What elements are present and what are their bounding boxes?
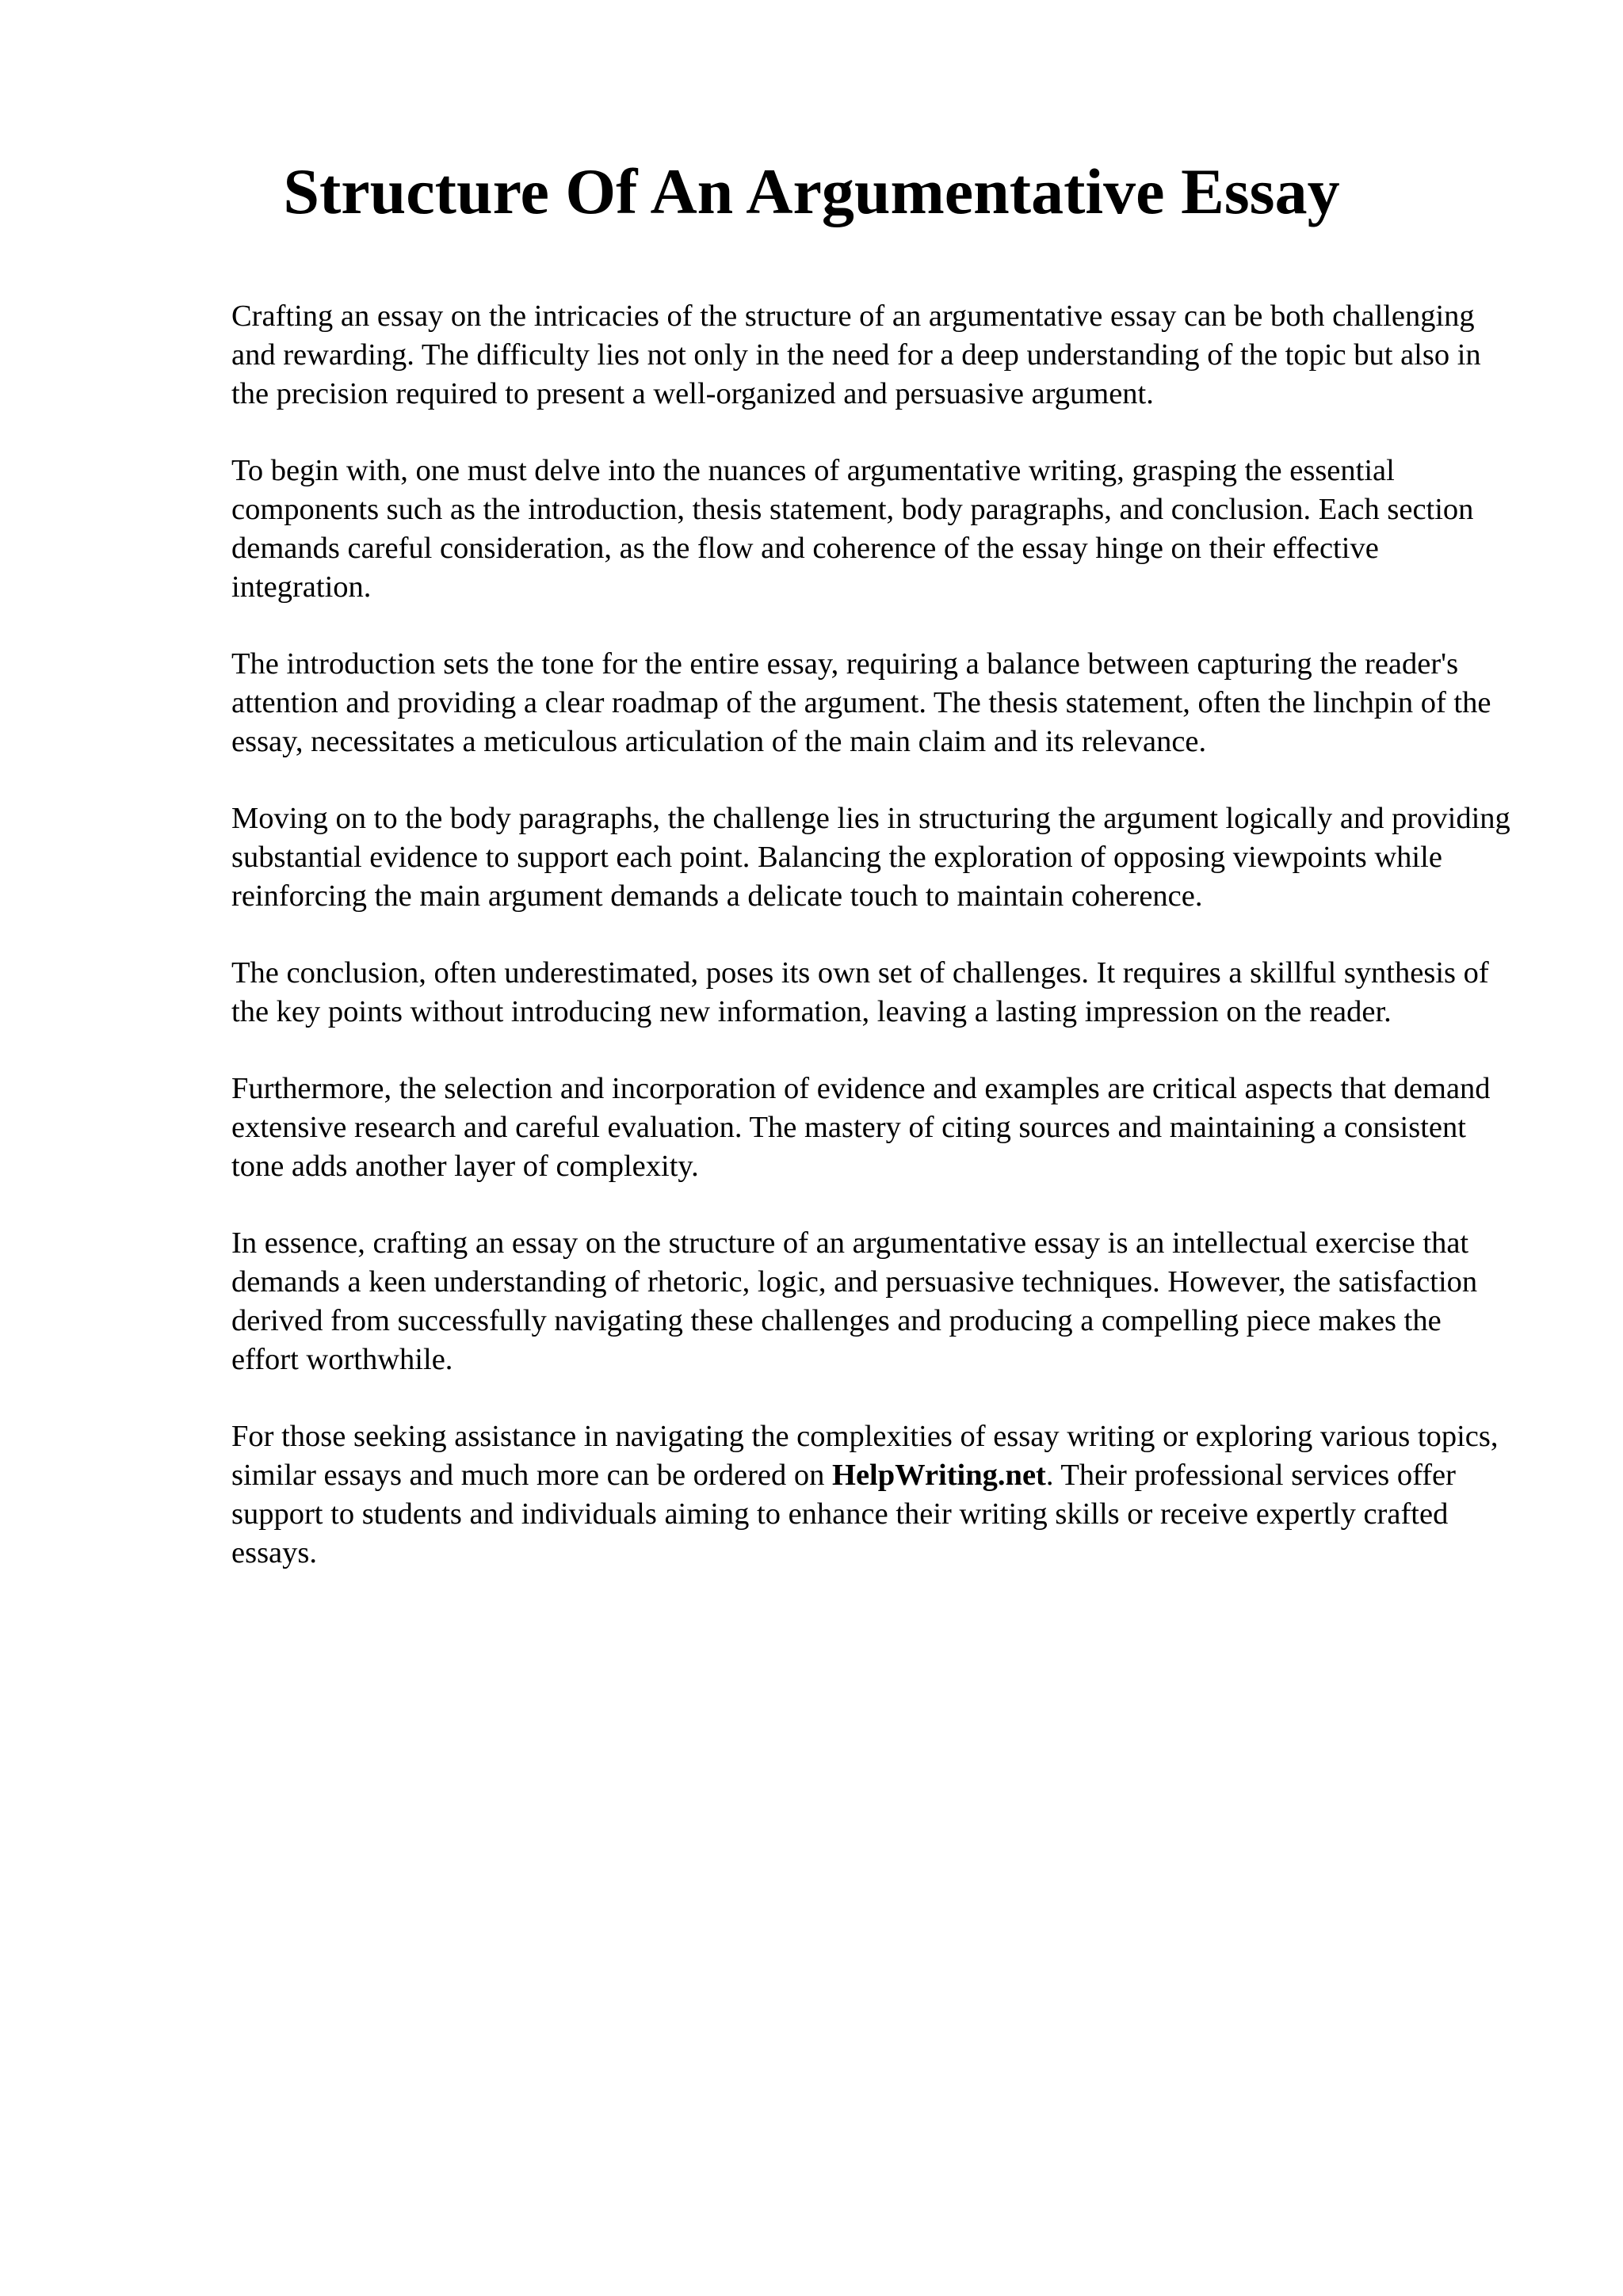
paragraph-components: To begin with, one must delve into the nuances of argumentative writing, grasping the essential components such as the introduction, thesis statement, body paragraphs, and conclusion. Each section demands careful consideration, as the flow and coherence of the essay hinge on their effective integration.: [231, 454, 1474, 604]
document-title: Structure Of An Argumentative Essay: [283, 155, 1340, 227]
helpwriting-link[interactable]: HelpWriting.net: [832, 1459, 1046, 1492]
paragraph-evidence: Furthermore, the selection and incorporation of evidence and examples are critical aspects that demand extensive research and careful evaluation. The mastery of citing sources and maintaining a consistent tone adds another layer of complexity.: [231, 1072, 1491, 1183]
paragraph-conclusion: The conclusion, often underestimated, poses its own set of challenges. It requires a skillful synthesis of the key points without introducing new information, leaving a lasting impression on the reader.: [231, 956, 1489, 1028]
paragraph-body-paragraphs: Moving on to the body paragraphs, the challenge lies in structuring the argument logically and providing substantial evidence to support each point. Balancing the exploration of opposing viewpoints while reinforcing the main argument demands a delicate touch to maintain coherence.: [231, 802, 1510, 913]
paragraph-closing: [231, 1417, 1515, 1573]
paragraph-intro: Crafting an essay on the intricacies of the structure of an argumentative essay can be both challenging and rewarding. The difficulty lies not only in the need for a deep understanding of the topic but also in the precision required to present a well-organized and persuasive argument.: [231, 299, 1481, 410]
document-body: [231, 297, 1515, 1611]
closing-text-before: For those seeking assistance in navigating the complexities of essay writing or exploring various topics, similar essays and much more can be ordered on: [231, 1420, 1499, 1492]
paragraph-essence: In essence, crafting an essay on the structure of an argumentative essay is an intellectual exercise that demands a keen understanding of rhetoric, logic, and persuasive techniques. However, the satisfaction derived from successfully navigating these challenges and producing a compelling piece makes the effort worthwhile.: [231, 1226, 1478, 1376]
paragraph-introduction-thesis: The introduction sets the tone for the entire essay, requiring a balance between capturing the reader's attention and providing a clear roadmap of the argument. The thesis statement, often the linchpin of the essay, necessitates a meticulous articulation of the main claim and its relevance.: [231, 647, 1491, 758]
closing-text-after: . Their professional services offer support to students and individuals aiming to enhance their writing skills or receive expertly crafted essays.: [231, 1459, 1456, 1569]
